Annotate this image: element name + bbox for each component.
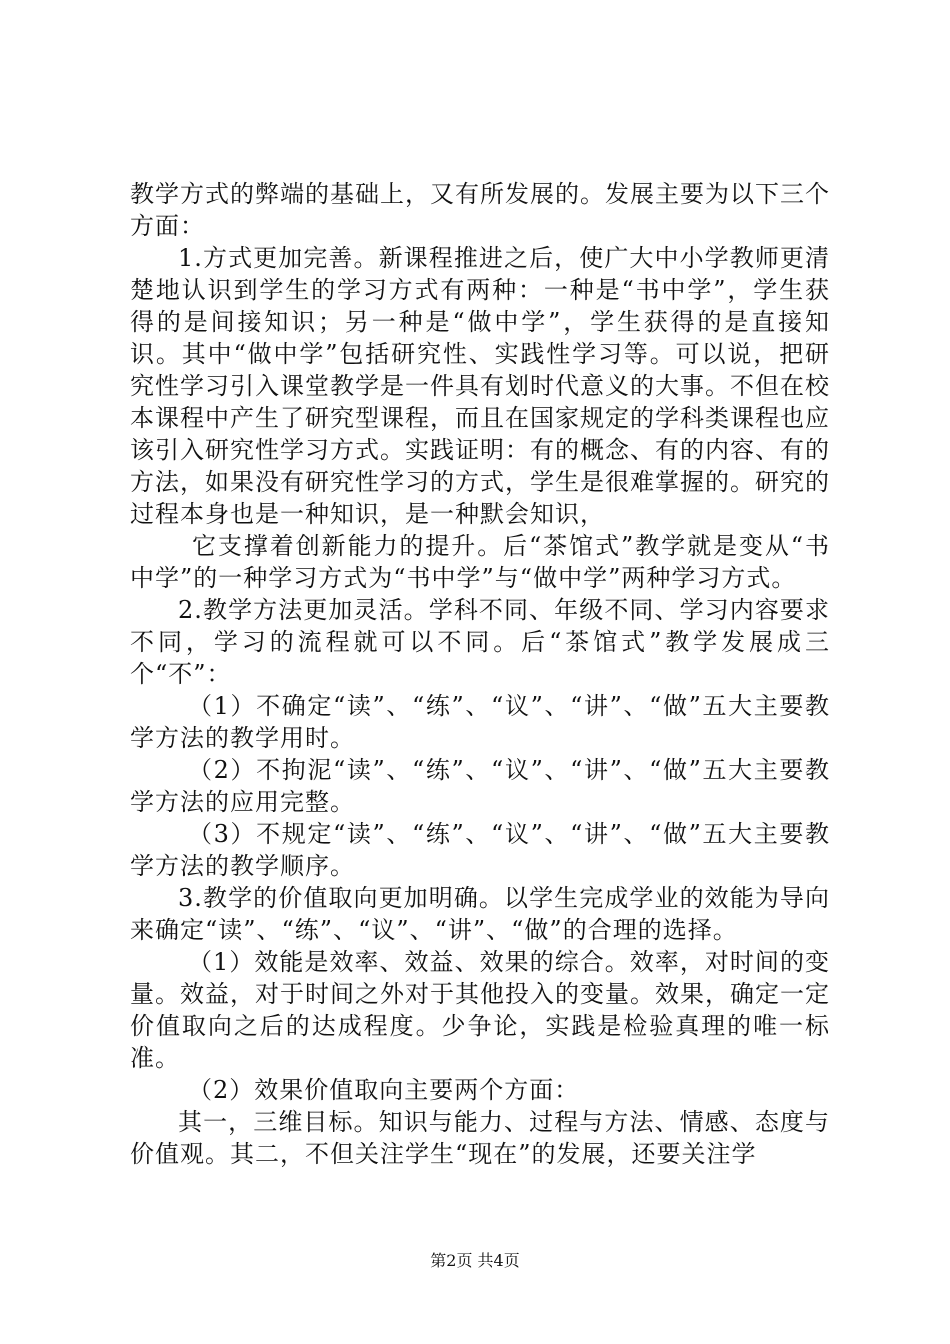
paragraph-point-2-item-1: （1）不确定“读”、“练”、“议”、“讲”、“做”五大主要教学方法的教学用时。 bbox=[130, 692, 830, 752]
paragraph-point-1-continued: 它支撑着创新能力的提升。后“茶馆式”教学就是变从“书中学”的一种学习方式为“书中学”与“做中学”两种学习方式。 bbox=[130, 532, 830, 592]
paragraph-point-2-item-2: （2）不拘泥“读”、“练”、“议”、“讲”、“做”五大主要教学方法的应用完整。 bbox=[130, 756, 830, 816]
paragraph-point-3-item-1: （1）效能是效率、效益、效果的综合。效率，对时间的变量。效益，对于时间之外对于其他投入的变量。效果，确定一定价值取向之后的达成程度。少争论，实践是检验真理的唯一标准。 bbox=[130, 948, 830, 1072]
paragraph-point-1: 1.方式更加完善。新课程推进之后，使广大中小学教师更清楚地认识到学生的学习方式有两种：一种是“书中学”，学生获得的是间接知识；另一种是“做中学”，学生获得的是直接知识。其中“做中学”包括研究性、实践性学习等。可以说，把研究性学习引入课堂教学是一件具有划时代意义的大事。不但在校本课程中产生了研究型课程，而且在国家规定的学科类课程也应该引入研究性学习方式。实践证明：有的概念、有的内容、有的方法，如果没有研究性学习的方式，学生是很难掌握的。研究的过程本身也是一种知识，是一种默会知识， bbox=[130, 244, 830, 528]
paragraph-point-3: 3.教学的价值取向更加明确。以学生完成学业的效能为导向来确定“读”、“练”、“议”、“讲”、“做”的合理的选择。 bbox=[130, 884, 830, 944]
paragraph-point-3-detail: 其一，三维目标。知识与能力、过程与方法、情感、态度与价值观。其二，不但关注学生“现在”的发展，还要关注学 bbox=[130, 1108, 830, 1168]
paragraph-point-2: 2.教学方法更加灵活。学科不同、年级不同、学习内容要求不同，学习的流程就可以不同。后“茶馆式”教学发展成三个“不”： bbox=[130, 596, 830, 688]
page-number-footer: 第2页 共4页 bbox=[430, 1251, 520, 1270]
paragraph-point-2-item-3: （3）不规定“读”、“练”、“议”、“讲”、“做”五大主要教学方法的教学顺序。 bbox=[130, 820, 830, 880]
paragraph-intro: 教学方式的弊端的基础上，又有所发展的。发展主要为以下三个方面： bbox=[130, 180, 830, 240]
paragraph-point-3-item-2: （2）效果价值取向主要两个方面： bbox=[188, 1076, 580, 1104]
document-body bbox=[130, 178, 830, 1170]
